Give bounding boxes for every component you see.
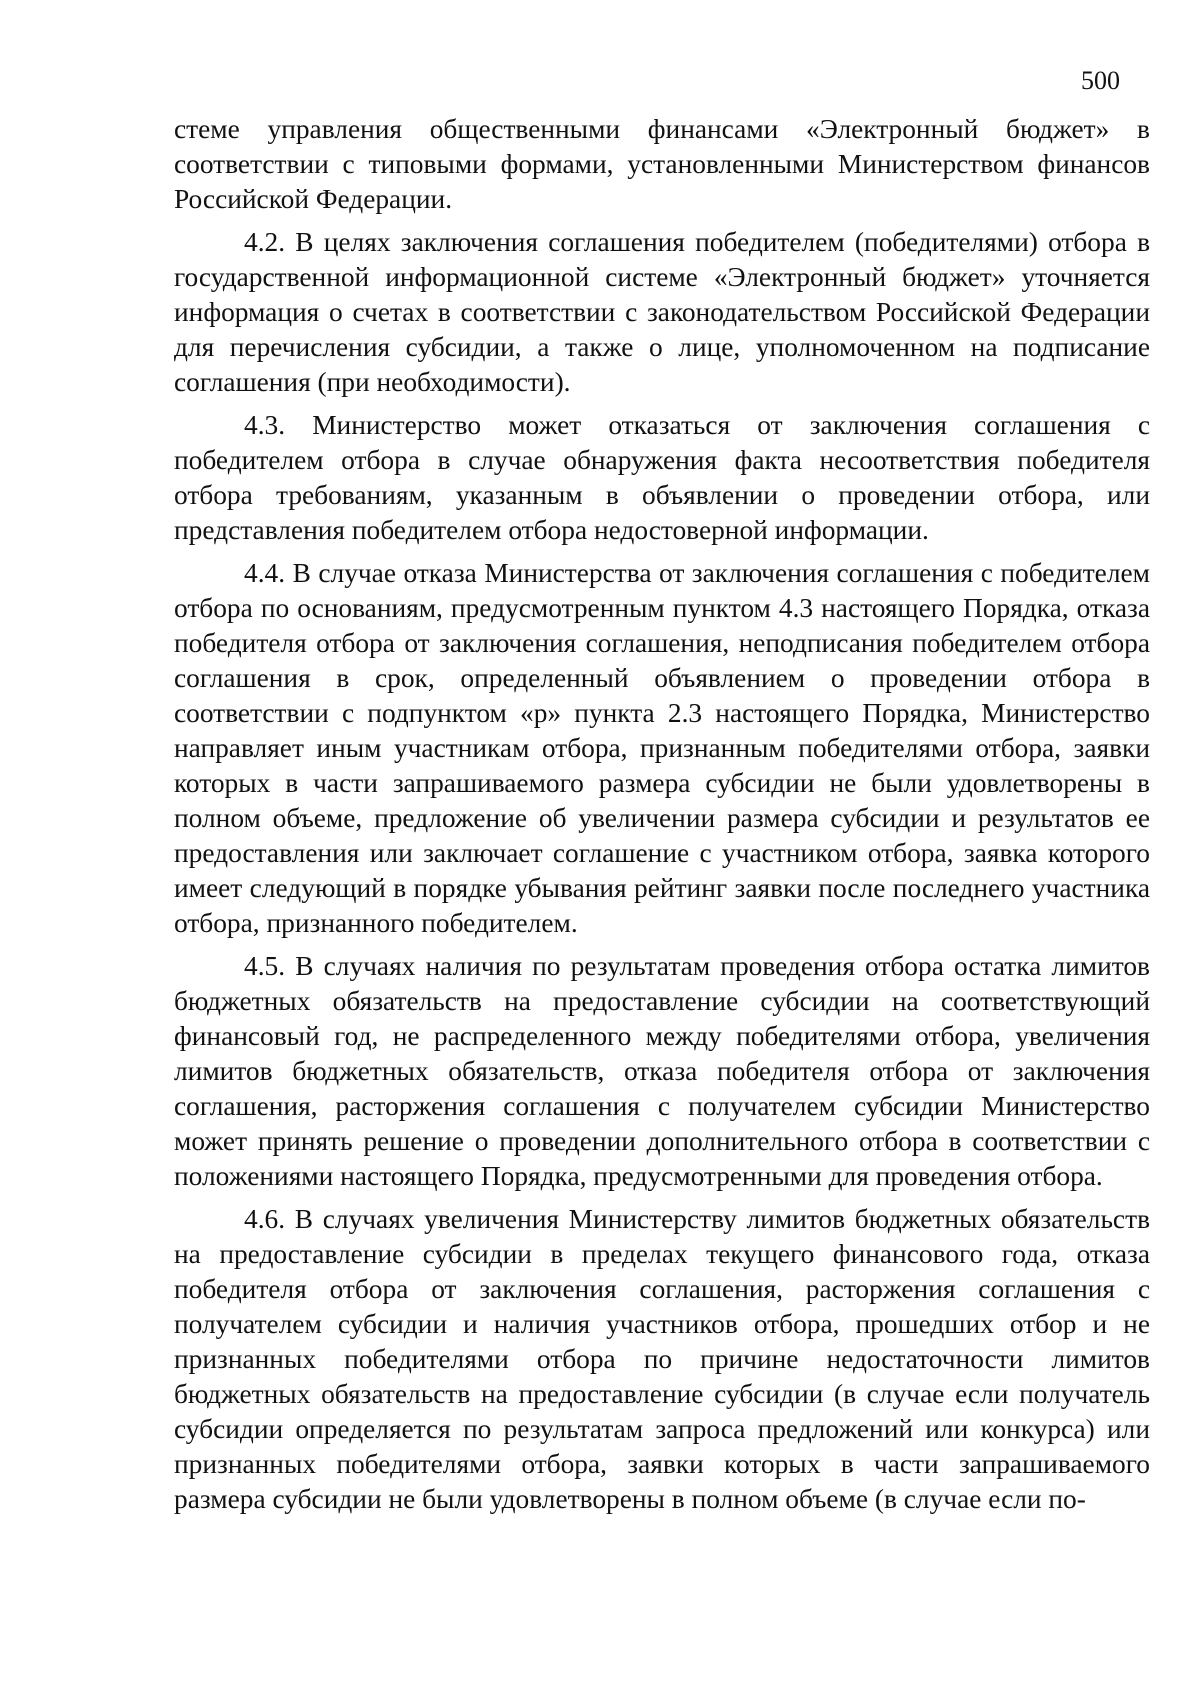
paragraph-4-2: 4.2. В целях заключения соглашения победителем (победителями) отбора в государственной информационной системе «Электронный бюджет» уточняется информация о счетах в соответствии с законодательством Российской Федерации для перечисления субсидии, а также о лице, уполномоченном на подписание соглашения (при необходимости). <box>174 227 1150 397</box>
paragraph-4-4: 4.4. В случае отказа Министерства от заключения соглашения с победителем отбора по основаниям, предусмотренным пунктом 4.3 настоящего Порядка, отказа победителя отбора от заключения соглашения, неподписания победителем отбора соглашения в срок, определенный объявлением о проведении отбора в соответствии с подпунктом «р» пункта 2.3 настоящего Порядка, Министерство направляет иным участникам отбора, признанным победителями отбора, заявки которых в части запрашиваемого размера субсидии не были удовлетворены в полном объеме, предложение об увеличении размера субсидии и результатов ее предоставления или заключает соглашение с участником отбора, заявка которого имеет следующий в порядке убывания рейтинг заявки после последнего участника отбора, признанного победителем. <box>174 558 1150 938</box>
paragraph-4-5: 4.5. В случаях наличия по результатам проведения отбора остатка лимитов бюджетных обязательств на предоставление субсидии на соответствующий финансовый год, не распределенного между победителями отбора, увеличения лимитов бюджетных обязательств, отказа победителя отбора от заключения соглашения, расторжения соглашения с получателем субсидии Министерство может принять решение о проведении дополнительного отбора в соответствии с положениями настоящего Порядка, предусмотренными для проведения отбора. <box>174 951 1150 1191</box>
paragraph-4-3: 4.3. Министерство может отказаться от заключения соглашения с победителем отбора в случае обнаружения факта несоответствия победителя отбора требованиям, указанным в объявлении о проведении отбора, или представления победителем отбора недостоверной информации. <box>174 410 1150 545</box>
paragraph-4-6: 4.6. В случаях увеличения Министерству лимитов бюджетных обязательств на предоставление субсидии в пределах текущего финансового года, отказа победителя отбора от заключения соглашения, расторжения соглашения с получателем субсидии и наличия участников отбора, прошедших отбор и не признанных победителями отбора по причине недостаточности лимитов бюджетных обязательств на предоставление субсидии (в случае если получатель субсидии определяется по результатам запроса предложений или конкурса) или признанных победителями отбора, заявки которых в части запрашиваемого размера субсидии не были удовлетворены в полном объеме (в случае если по- <box>174 1204 1150 1514</box>
page-number: 500 <box>1081 66 1120 95</box>
document-body <box>174 112 1150 1517</box>
paragraph-continuation: стеме управления общественными финансами «Электронный бюджет» в соответствии с типовыми формами, установленными Министерством финансов Российской Федерации. <box>174 114 1150 214</box>
